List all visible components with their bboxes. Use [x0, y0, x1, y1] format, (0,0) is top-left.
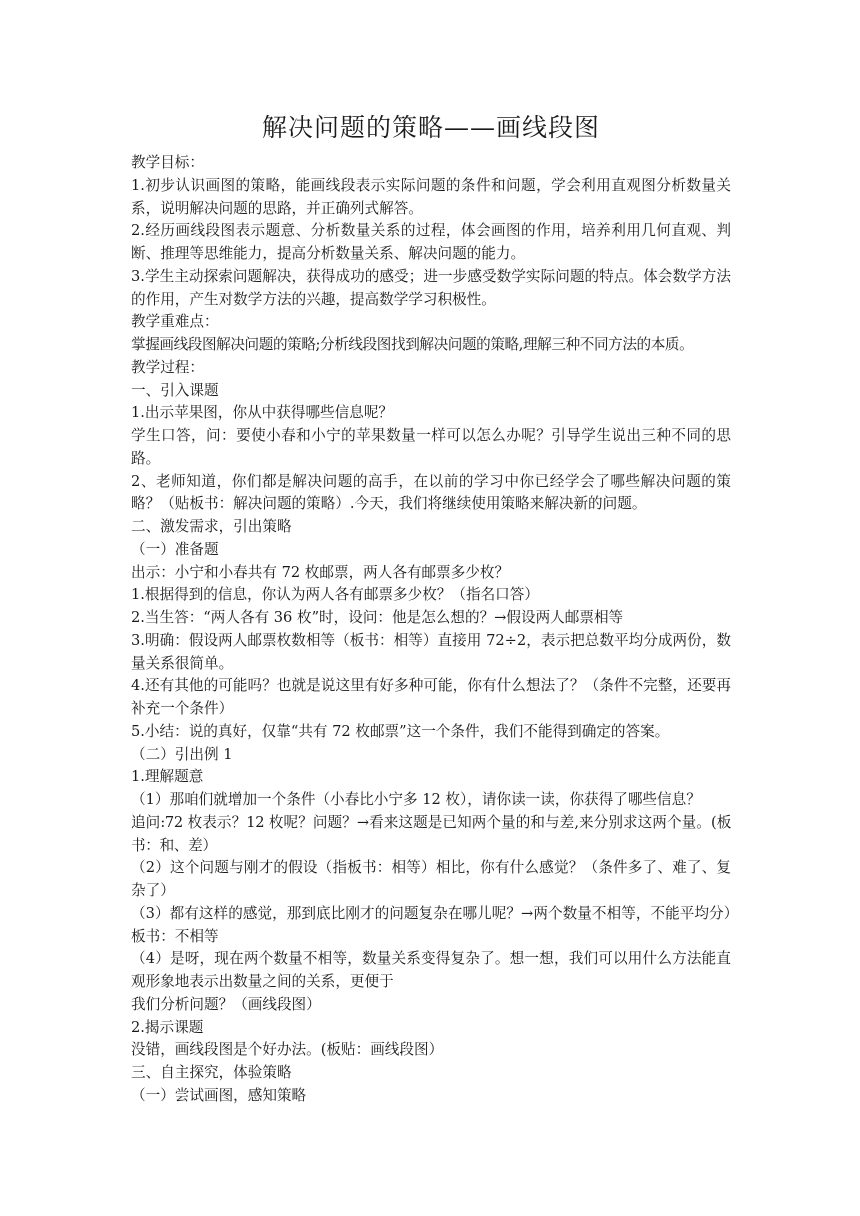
goal-1: 1.初步认识画图的策略，能画线段表示实际问题的条件和问题，学会利用直观图分析数量关系，说明解决问题的思路，并正确列式解答。 [131, 176, 731, 217]
prep-item-1: 1.根据得到的信息，你认为两人各有邮票多少枚？（指名口答） [131, 586, 539, 604]
understand-step-1: （1）那咱们就增加一个条件（小春比小宁多 12 枚），请你读一读，你获得了哪些信息？ [131, 791, 701, 808]
document-body [131, 152, 731, 1108]
document-page [131, 104, 731, 1108]
understand-step-2: （2）这个问题与刚才的假设（指板书：相等）相比，你有什么感觉？（条件多了、难了、复杂了） [131, 859, 731, 899]
goal-2: 2.经历画线段图表示题意、分析数量关系的过程，体会画图的作用，培养利用几何直观、判断、推理等思维能力，提高分析数量关系、解决问题的能力。 [131, 222, 731, 262]
understand-followup: 追问:72 枚表示？12 枚呢？问题？→看来这题是已知两个量的和与差,来分别求这两个量。(板书：和、差） [131, 813, 731, 854]
section-1-item-1: 1.出示苹果图，你从中获得哪些信息呢？ [131, 404, 394, 422]
section-1-heading: 一、引入课题 [131, 381, 219, 399]
section-1-paragraph: 学生口答，问：要使小春和小宁的苹果数量一样可以怎么办呢？引导学生说出三种不同的思路。 [131, 427, 731, 467]
understand-step-3: （3）都有这样的感觉，那到底比刚才的问题复杂在哪儿呢？→两个数量不相等，不能平均分）板书：不相等 [131, 904, 731, 945]
section-1-item-2: 2、老师知道，你们都是解决问题的高手，在以前的学习中你已经学会了哪些解决问题的策略？（贴板书：解决问题的策略）.今天，我们将继续使用策略来解决新的问题。 [131, 472, 731, 513]
section-3-heading: 三、自主探究，体验策略 [131, 1064, 292, 1081]
understand-step-4-cont: 我们分析问题？（画线段图） [131, 995, 321, 1013]
reveal-topic-heading: 2.揭示课题 [131, 1018, 204, 1036]
document-title: 解决问题的策略——画线段图 [261, 113, 600, 142]
subsection-try-heading: （一）尝试画图，感知策略 [131, 1086, 307, 1104]
heading-key-points: 教学重难点： [131, 313, 219, 331]
key-points-text: 掌握画线段图解决问题的策略;分析线段图找到解决问题的策略,理解三种不同方法的本质。 [131, 336, 694, 353]
prep-item-5: 5.小结：说的真好，仅靠“共有 72 枚邮票”这一个条件，我们不能得到确定的答案。 [131, 722, 670, 740]
subsection-prep-heading: （一）准备题 [131, 540, 219, 558]
section-2-heading: 二、激发需求，引出策略 [131, 518, 292, 535]
goal-3: 3.学生主动探索问题解决，获得成功的感受；进一步感受数学实际问题的特点。体会数学方法的作用，产生对数学方法的兴趣，提高数学学习积极性。 [131, 267, 731, 308]
heading-teaching-goals: 教学目标： [131, 154, 204, 171]
heading-teaching-process: 教学过程： [131, 358, 204, 376]
prep-item-2: 2.当生答：“两人各有 36 枚”时，设问：他是怎么想的？→假设两人邮票相等 [131, 609, 624, 626]
prep-item-3: 3.明确：假设两人邮票枚数相等（板书：相等）直接用 72÷2，表示把总数平均分成两份，数量关系很简单。 [131, 631, 731, 672]
reveal-topic-text: 没错，画线段图是个好办法。(板贴：画线段图） [131, 1041, 444, 1059]
prep-item-4: 4.还有其他的可能吗？也就是说这里有好多种可能，你有什么想法了？（条件不完整，还要再补充一个条件） [131, 677, 731, 717]
prep-question: 出示：小宁和小春共有 72 枚邮票，两人各有邮票多少枚？ [131, 563, 510, 581]
understand-step-4: （4）是呀，现在两个数量不相等，数量关系变得复杂了。想一想，我们可以用什么方法能直观形象地表示出数量之间的关系，更便于 [131, 950, 731, 990]
subsection-example-heading: （二）引出例 1 [131, 745, 233, 763]
understand-heading: 1.理解题意 [131, 768, 204, 786]
